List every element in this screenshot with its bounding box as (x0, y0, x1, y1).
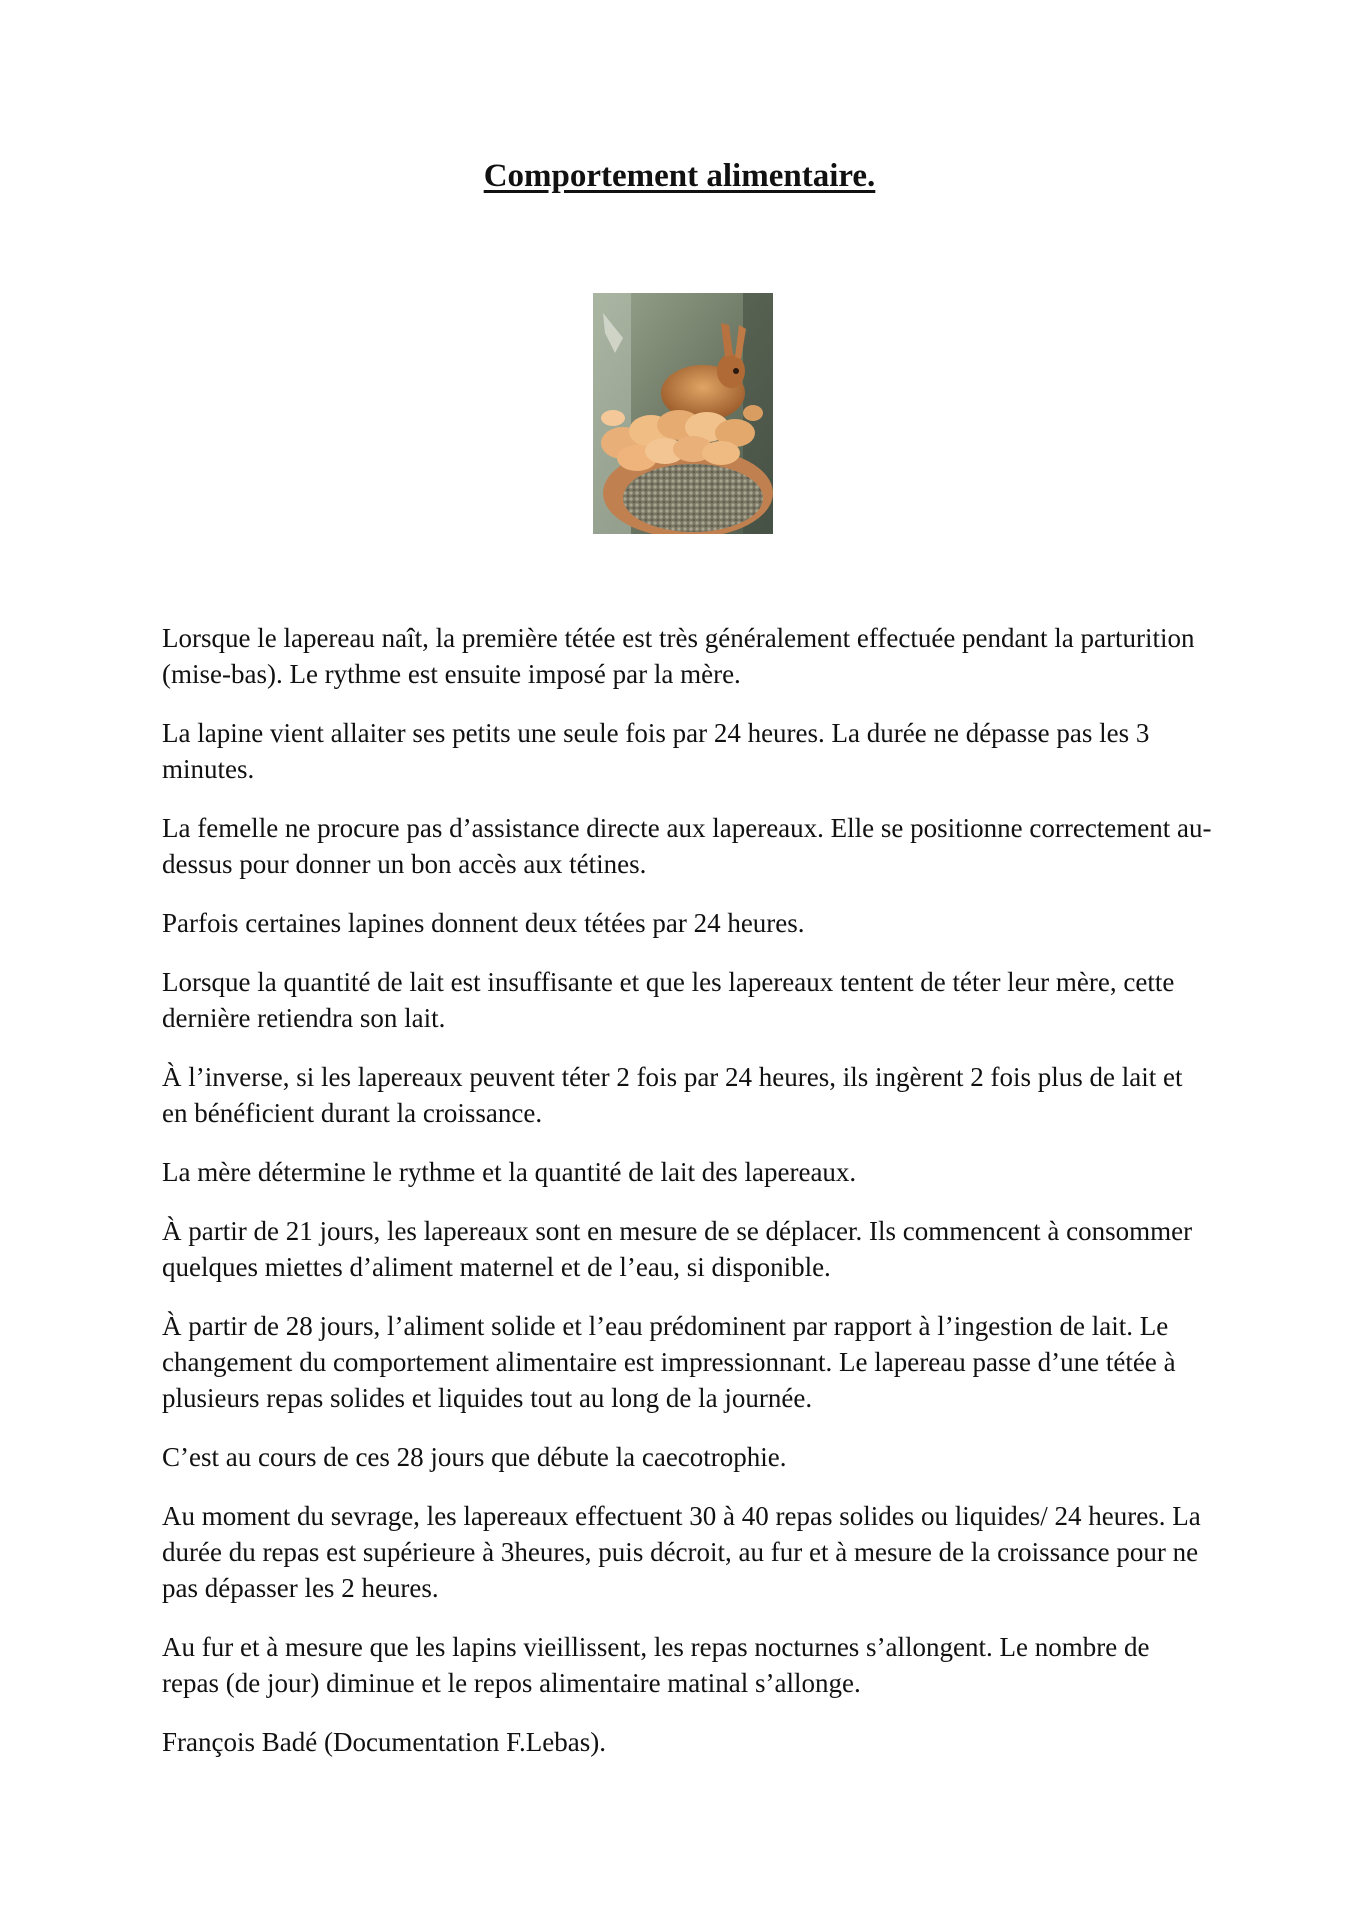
paragraph: Au moment du sevrage, les lapereaux effectuent 30 à 40 repas solides ou liquides/ 24 heures. La durée du repas est supérieure à 3heures, puis décroit, au fur et à mesure de la croissance pour ne pas dépasser les 2 heures. (162, 1501, 1201, 1603)
paragraph: Parfois certaines lapines donnent deux tétées par 24 heures. (162, 908, 805, 938)
document-body (162, 620, 1212, 1783)
document-title: Comportement alimentaire. (483, 158, 876, 194)
paragraph: La femelle ne procure pas d’assistance directe aux lapereaux. Elle se positionne correctement au-dessus pour donner un bon accès aux tétines. (162, 813, 1212, 879)
rabbit-with-kits-photo (593, 293, 773, 534)
paragraph: Lorsque le lapereau naît, la première tétée est très généralement effectuée pendant la parturition (mise-bas). Le rythme est ensuite imposé par la mère. (162, 623, 1195, 689)
paragraph: La lapine vient allaiter ses petits une seule fois par 24 heures. La durée ne dépasse pas les 3 minutes. (162, 718, 1150, 784)
photo-illustration (593, 293, 773, 534)
paragraph: À partir de 21 jours, les lapereaux sont en mesure de se déplacer. Ils commencent à consommer quelques miettes d’aliment maternel et de l’eau, si disponible. (162, 1216, 1193, 1282)
paragraph: Lorsque la quantité de lait est insuffisante et que les lapereaux tentent de téter leur mère, cette dernière retiendra son lait. (162, 967, 1175, 1033)
paragraph: C’est au cours de ces 28 jours que débute la caecotrophie. (162, 1442, 787, 1472)
author-signature: François Badé (Documentation F.Lebas). (162, 1727, 606, 1757)
paragraph: La mère détermine le rythme et la quantité de lait des lapereaux. (162, 1157, 857, 1187)
paragraph: Au fur et à mesure que les lapins vieillissent, les repas nocturnes s’allongent. Le nombre de repas (de jour) diminue et le repos alimentaire matinal s’allonge. (162, 1632, 1150, 1698)
paragraph: À l’inverse, si les lapereaux peuvent téter 2 fois par 24 heures, ils ingèrent 2 fois plus de lait et en bénéficient durant la croissance. (162, 1062, 1183, 1128)
paragraph: À partir de 28 jours, l’aliment solide et l’eau prédominent par rapport à l’ingestion de lait. Le changement du comportement alimentaire est impressionnant. Le lapereau passe d’une tétée à plusieurs repas solides et liquides tout au long de la journée. (162, 1311, 1176, 1413)
